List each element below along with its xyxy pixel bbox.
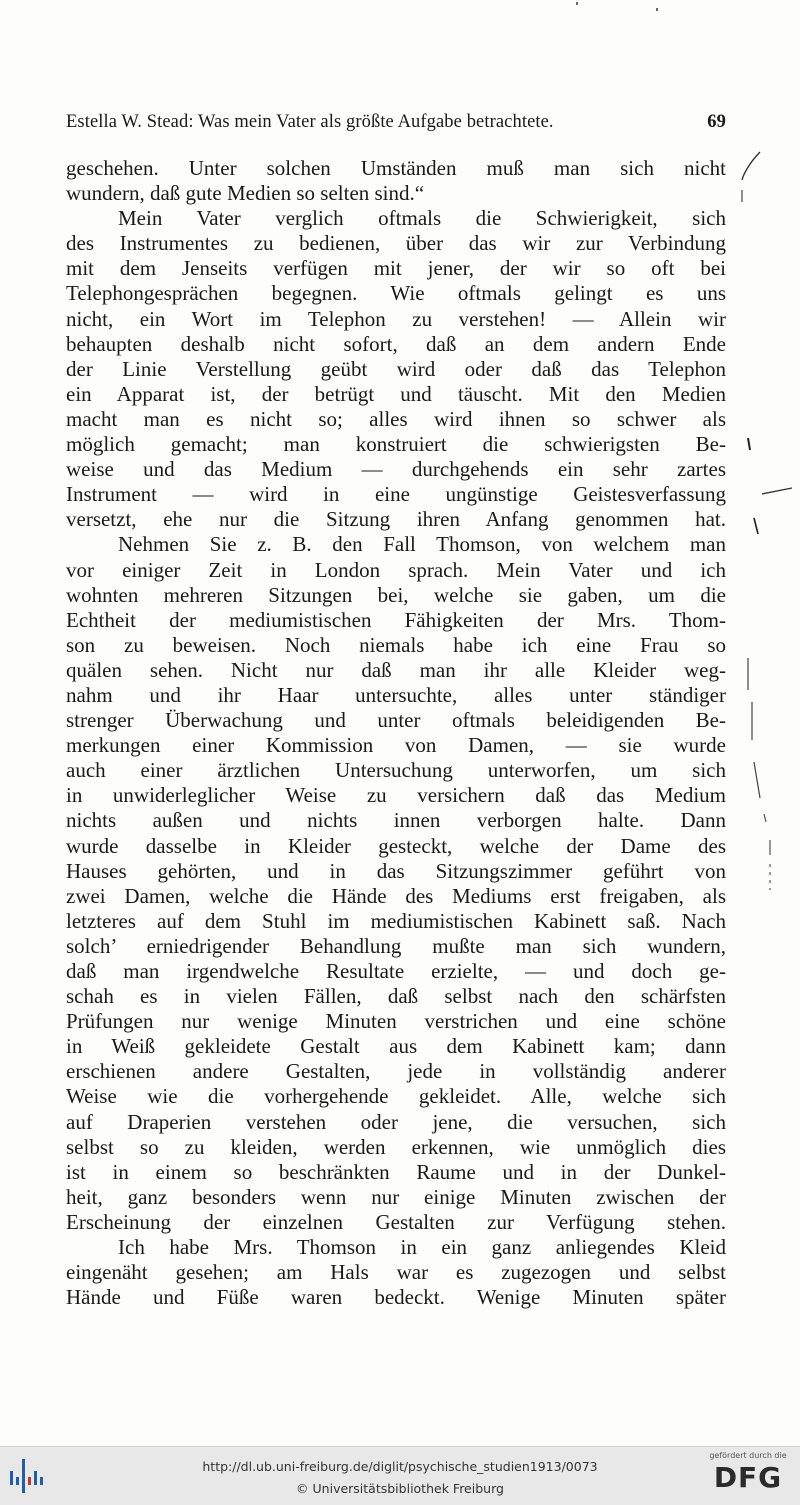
text-line: versetzt, ehe nur die Sitzung ihren Anfang genommen hat.	[66, 507, 726, 532]
text-line: in unwiderleglicher Weise zu versichern daß das Medium	[66, 783, 726, 808]
text-line: Hände und Füße waren bedeckt. Wenige Minuten später	[66, 1285, 726, 1310]
text-line: schah es in vielen Fällen, daß selbst nach den schärfsten	[66, 984, 726, 1009]
text-line: mit dem Jenseits verfügen mit jener, der wir so oft bei	[66, 256, 726, 281]
text-line: Prüfungen nur wenige Minuten verstrichen und eine schöne	[66, 1009, 726, 1034]
text-line: erschienen andere Gestalten, jede in vollständig anderer	[66, 1059, 726, 1084]
document-url-link[interactable]: http://dl.ub.uni-freiburg.de/diglit/psychische_studien1913/0073	[202, 1459, 598, 1474]
text-line: merkungen einer Kommission von Damen, — sie wurde	[66, 733, 726, 758]
scan-speck-marks	[560, 0, 680, 20]
text-line: daß man irgendwelche Resultate erzielte, — und doch ge-	[66, 959, 726, 983]
text-line: Weise wie die vorhergehende gekleidet. Alle, welche sich	[66, 1084, 726, 1109]
page-number: 69	[707, 112, 726, 132]
text-line: der Linie Verstellung geübt wird oder daß das Telephon	[66, 356, 726, 381]
text-line: solch’ erniedrigender Behandlung mußte man sich wundern,	[66, 933, 726, 958]
text-line: Hauses gehörten, und in das Sitzungszimmer geführt von	[66, 858, 726, 883]
margin-pencil-marks	[730, 150, 800, 1300]
text-line: wurde dasselbe in Kleider gesteckt, welche der Dame des	[66, 833, 726, 858]
text-line: eingenäht gesehen; am Hals war es zugezogen und selbst	[66, 1260, 726, 1285]
text-line: vor einiger Zeit in London sprach. Mein Vater und ich	[66, 557, 726, 582]
text-line: Instrument — wird in eine ungünstige Geistesverfassung	[66, 482, 726, 507]
text-line: Nehmen Sie z. B. den Fall Thomson, von welchem man	[118, 532, 726, 557]
dfg-logo	[704, 1451, 792, 1501]
text-line: auch einer ärztlichen Untersuchung unterworfen, um sich	[66, 758, 726, 783]
text-line: Telephongesprächen begegnen. Wie oftmals gelingt es uns	[66, 281, 726, 306]
text-line: nichts außen und nichts innen verborgen halte. Dann	[66, 808, 726, 833]
text-line: ist in einem so beschränkten Raume und in der Dunkel-	[66, 1159, 726, 1184]
text-line: nicht, ein Wort im Telephon zu verstehen! — Allein wir	[66, 306, 726, 331]
text-line: in Weiß gekleidete Gestalt aus dem Kabinett kam; dann	[66, 1034, 726, 1059]
dfg-caption: gefördert durch die	[709, 1451, 787, 1460]
text-line: selbst so zu kleiden, werden erkennen, wie unmöglich dies	[66, 1134, 726, 1159]
body-text	[66, 156, 726, 1310]
text-line: auf Draperien verstehen oder jene, die versuchen, sich	[66, 1109, 726, 1134]
text-line: geschehen. Unter solchen Umständen muß man sich nicht	[66, 156, 726, 180]
text-line: Ich habe Mrs. Thomson in ein ganz anliegendes Kleid	[118, 1235, 726, 1260]
copyright-notice: © Universitätsbibliothek Freiburg	[296, 1481, 504, 1496]
text-line: letzteres auf dem Stuhl im mediumistischen Kabinett saß. Nach	[66, 908, 726, 933]
text-line: son zu beweisen. Noch niemals habe ich eine Frau so	[66, 632, 726, 657]
running-head	[66, 112, 726, 133]
text-line: des Instrumentes zu bedienen, über das wir zur Verbindung	[66, 231, 726, 256]
text-line: möglich gemacht; man konstruiert die schwierigsten Be-	[66, 432, 726, 457]
text-line: behaupten deshalb nicht sofort, daß an dem andern Ende	[66, 331, 726, 356]
text-line: quälen sehen. Nicht nur daß man ihr alle Kleider weg-	[66, 657, 726, 682]
footer-bar	[0, 1446, 800, 1505]
text-line: wundern, daß gute Medien so selten sind.“	[66, 181, 425, 206]
text-line: heit, ganz besonders wenn nur einige Minuten zwischen der	[66, 1184, 726, 1209]
text-line: ein Apparat ist, der betrügt und täuscht. Mit den Medien	[66, 381, 726, 406]
text-line: Erscheinung der einzelnen Gestalten zur Verfügung stehen.	[66, 1209, 726, 1234]
text-line: weise und das Medium — durchgehends ein sehr zartes	[66, 457, 726, 482]
text-line: Mein Vater verglich oftmals die Schwierigkeit, sich	[118, 206, 726, 231]
text-line: macht man es nicht so; alles wird ihnen so schwer als	[66, 406, 726, 431]
text-line: zwei Damen, welche die Hände des Mediums erst freigaben, als	[66, 883, 726, 908]
text-line: strenger Überwachung und unter oftmals beleidigenden Be-	[66, 708, 726, 733]
dfg-mark: DFG	[713, 1461, 783, 1494]
running-title: Estella W. Stead: Was mein Vater als größte Aufgabe betrachtete.	[66, 112, 554, 132]
text-line: wohnten mehreren Sitzungen bei, welche sie gaben, um die	[66, 582, 726, 607]
text-line: Echtheit der mediumistischen Fähigkeiten der Mrs. Thom-	[66, 607, 726, 632]
text-line: nahm und ihr Haar untersuchte, alles unter ständiger	[66, 682, 726, 707]
